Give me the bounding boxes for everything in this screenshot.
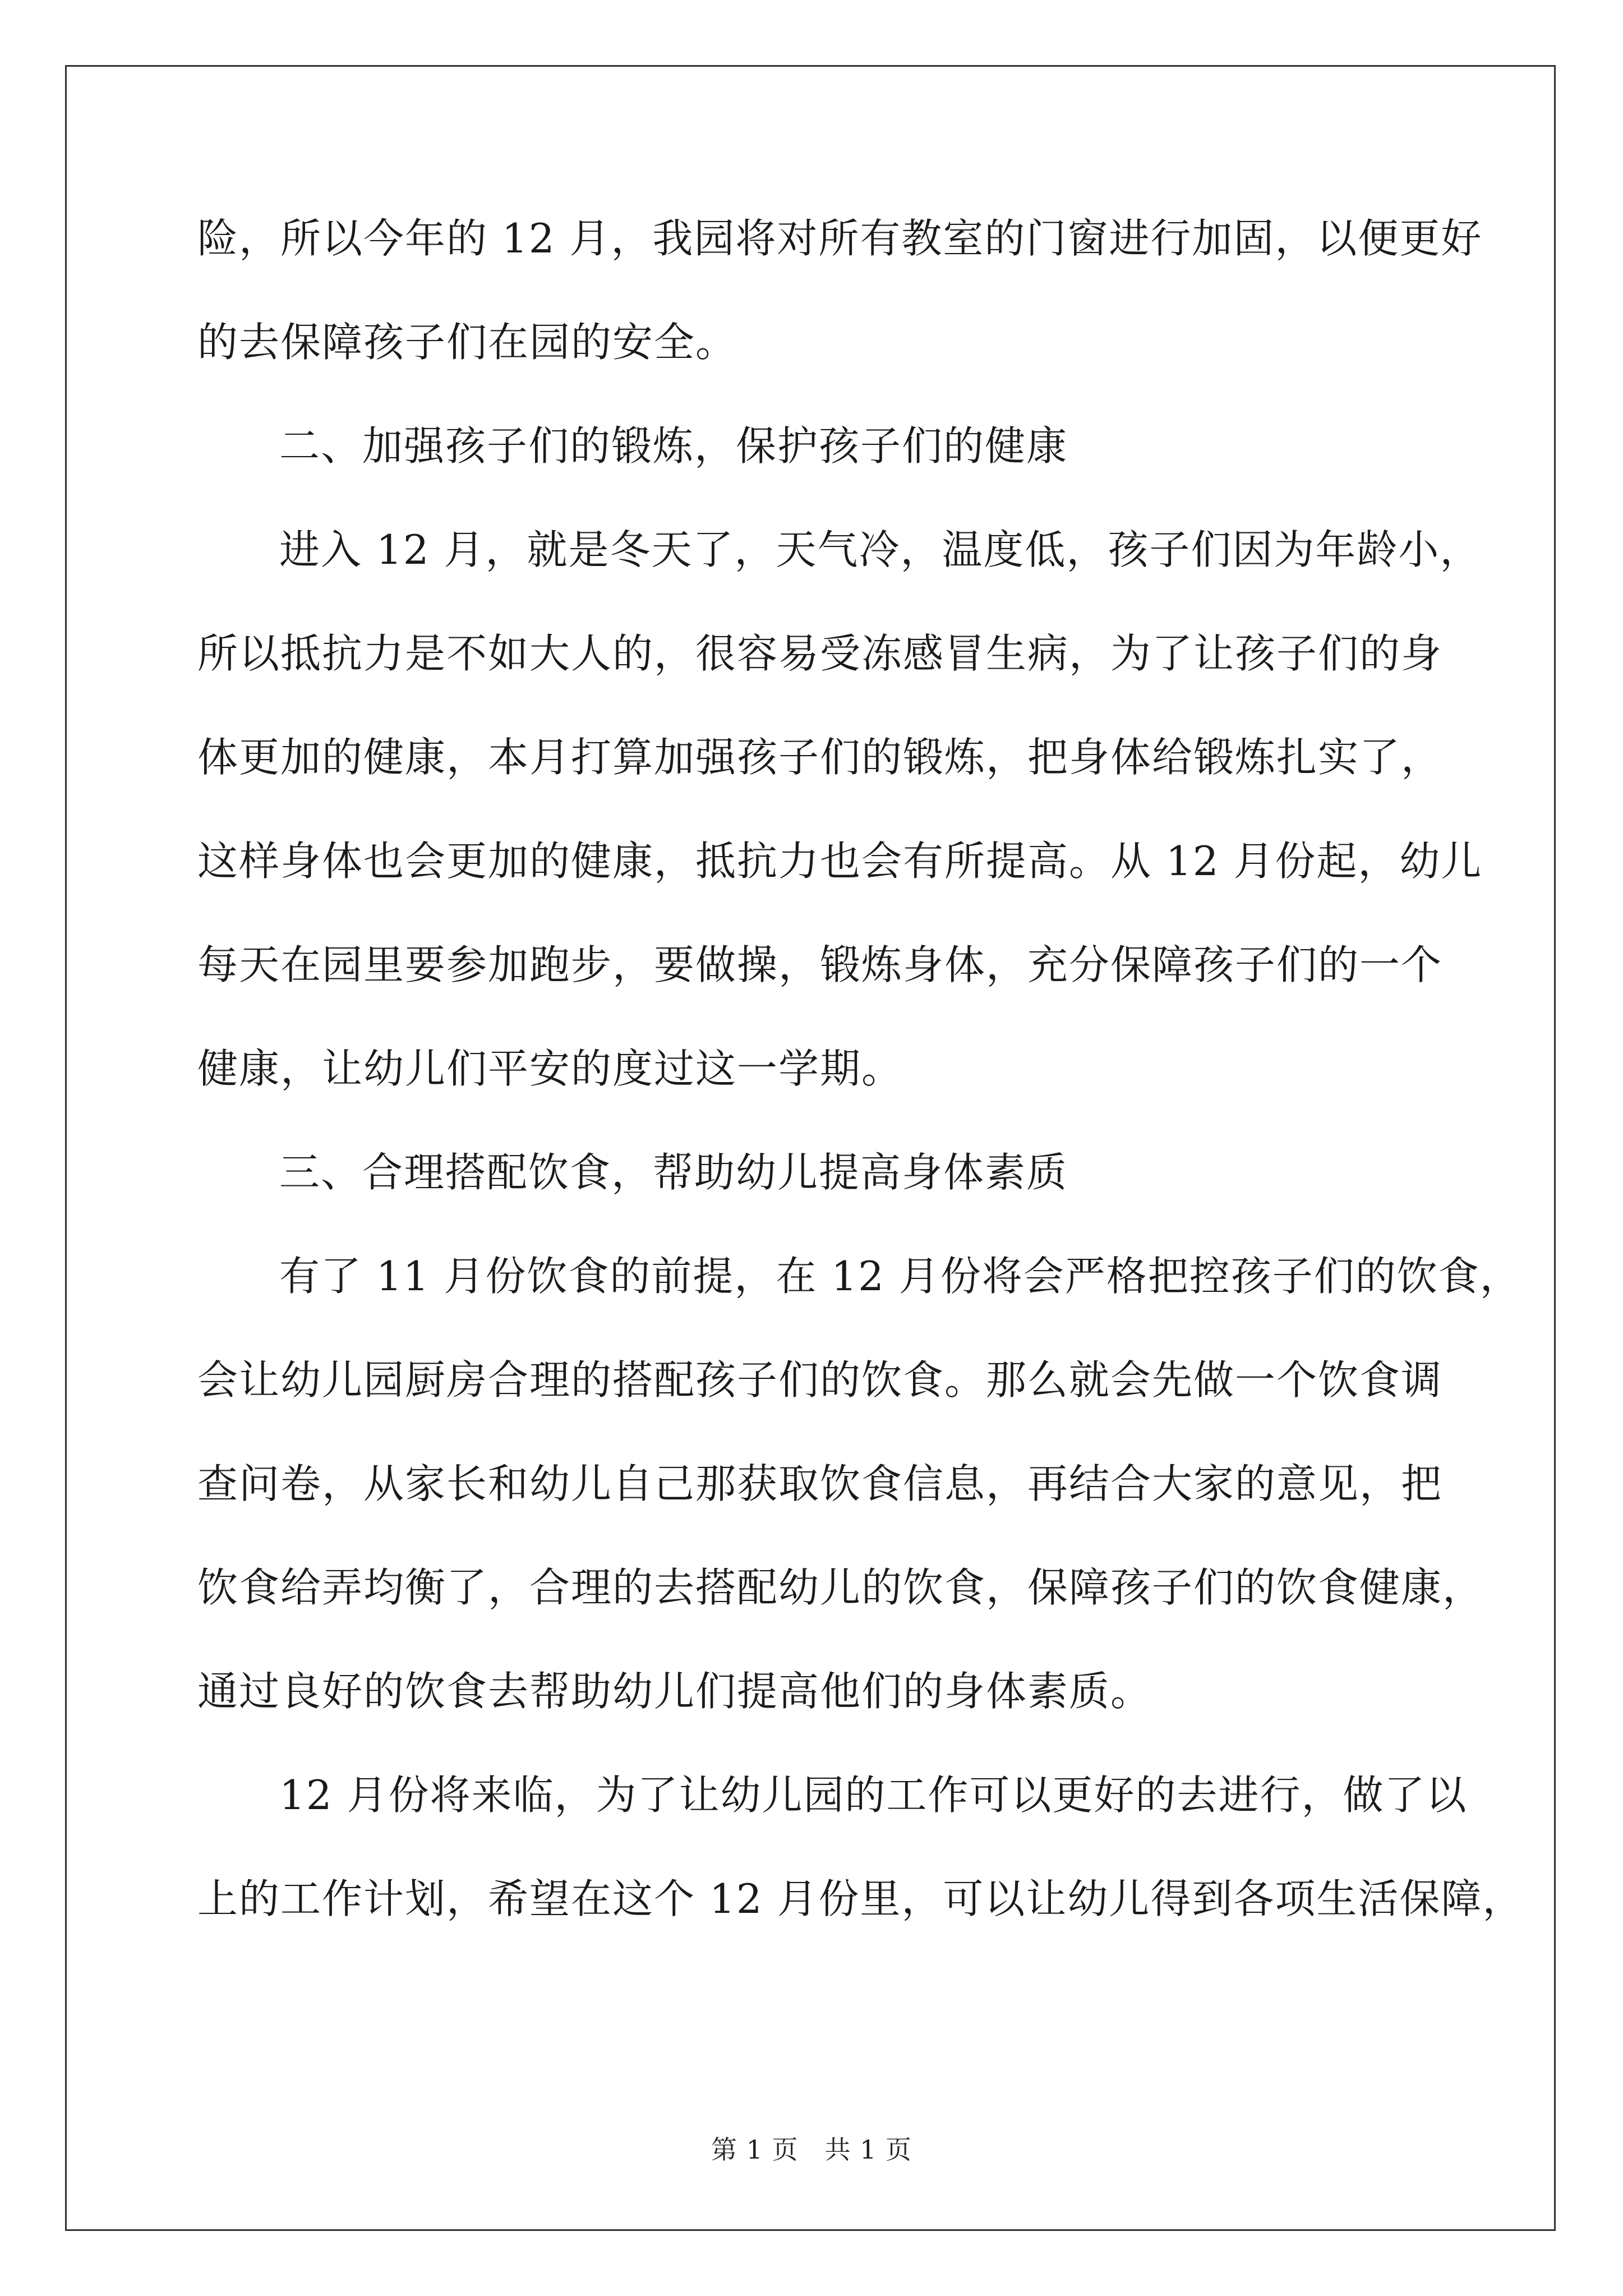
text-line: 体更加的健康，本月打算加强孩子们的锻炼，把身体给锻炼扎实了， [197, 734, 1443, 781]
text-line: 所以抵抗力是不如大人的，很容易受冻感冒生病，为了让孩子们的身 [197, 630, 1443, 677]
text-line: 12 月份将来临，为了让幼儿园的工作可以更好的去进行，做了以 [279, 1772, 1468, 1819]
section-heading: 二、加强孩子们的锻炼，保护孩子们的健康 [279, 422, 1068, 470]
text-line: 上的工作计划，希望在这个 12 月份里，可以让幼儿得到各项生活保障， [197, 1875, 1524, 1922]
text-line: 进入 12 月，就是冬天了，天气冷，温度低，孩子们因为年龄小， [279, 526, 1482, 573]
text-line: 的去保障孩子们在园的安全。 [197, 319, 737, 366]
text-line: 通过良好的饮食去帮助幼儿们提高他们的身体素质。 [197, 1668, 1152, 1715]
text-line: 有了 11 月份饮食的前提，在 12 月份将会严格把控孩子们的饮食， [279, 1253, 1521, 1300]
text-line: 饮食给弄均衡了，合理的去搭配幼儿的饮食，保障孩子们的饮食健康， [197, 1564, 1484, 1611]
text-line: 健康，让幼儿们平安的度过这一学期。 [197, 1045, 903, 1092]
text-line: 会让幼儿园厨房合理的搭配孩子们的饮食。那么就会先做一个饮食调 [197, 1356, 1443, 1404]
text-line: 险，所以今年的 12 月，我园将对所有教室的门窗进行加固，以便更好 [197, 215, 1483, 262]
text-line: 每天在园里要参加跑步，要做操，锻炼身体，充分保障孩子们的一个 [197, 941, 1443, 988]
text-line: 这样身体也会更加的健康，抵抗力也会有所提高。从 12 月份起，幼儿 [197, 838, 1483, 885]
text-line: 查问卷，从家长和幼儿自己那获取饮食信息，再结合大家的意见，把 [197, 1460, 1443, 1507]
section-heading: 三、合理搭配饮食，帮助幼儿提高身体素质 [279, 1149, 1068, 1196]
page-number-footer: 第 1 页 共 1 页 [711, 2134, 912, 2165]
